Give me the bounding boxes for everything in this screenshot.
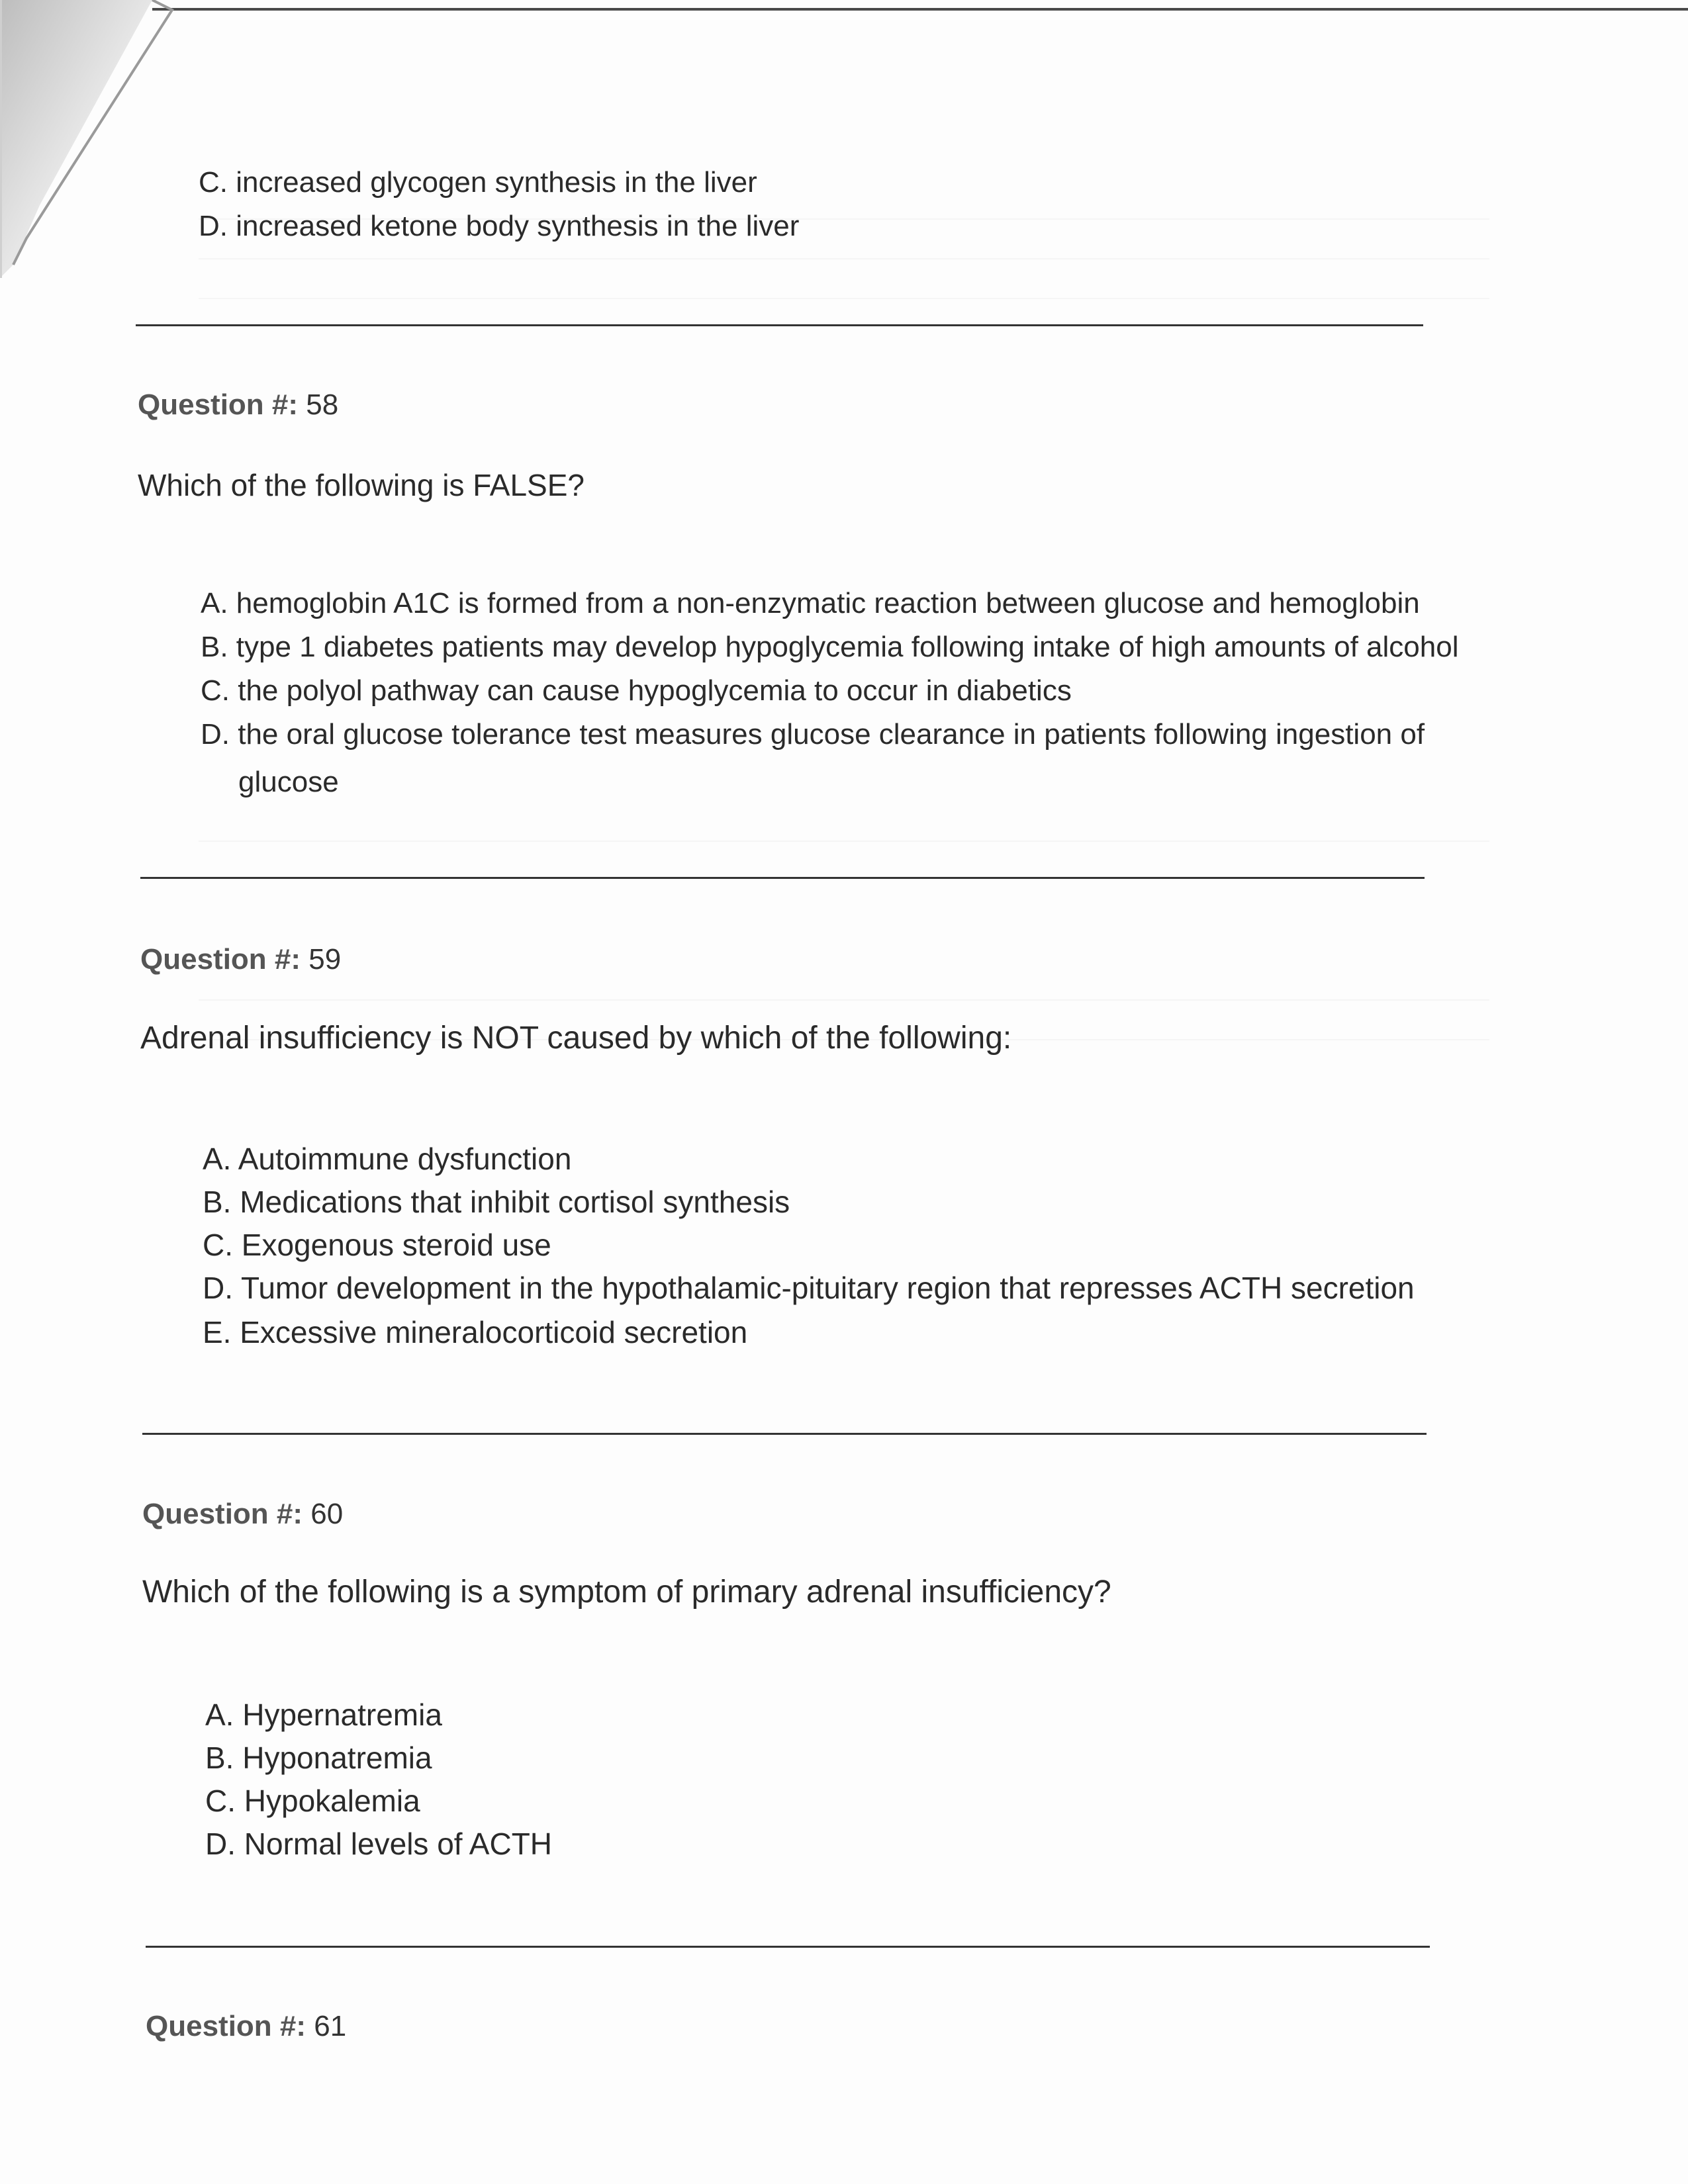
question-60-text: Which of the following is a symptom of primary adrenal insufficiency? [142,1574,1111,1610]
question-label-text: Question #: [142,1498,303,1530]
option-60-b: B. Hyponatremia [205,1741,432,1775]
option-57-c: C. increased glycogen synthesis in the liver [199,166,757,199]
question-59-text: Adrenal insufficiency is NOT caused by which of the following: [140,1021,1012,1056]
option-60-d: D. Normal levels of ACTH [205,1827,553,1861]
scan-top-border [152,8,1688,11]
question-60-label [142,1500,343,1529]
option-59-e: E. Excessive mineralocorticoid secretion [203,1315,748,1349]
bleed-through-line [199,999,1489,1001]
question-divider [140,877,1425,879]
question-59-label [140,945,341,974]
bleed-through-line [199,841,1489,842]
bleed-through-line [199,298,1489,299]
question-divider [146,1946,1430,1948]
option-58-b: B. type 1 diabetes patients may develop hypoglycemia following intake of high amounts of alcohol [201,631,1459,663]
question-58-label [138,390,338,420]
question-label-text: Question #: [138,388,299,421]
question-divider [136,324,1423,326]
option-59-c: C. Exogenous steroid use [203,1228,551,1262]
option-58-c: C. the polyol pathway can cause hypoglycemia to occur in diabetics [201,674,1072,707]
option-57-d: D. increased ketone body synthesis in the liver [199,210,800,242]
question-number: 61 [314,2010,347,2042]
option-60-c: C. Hypokalemia [205,1784,420,1818]
option-59-b: B. Medications that inhibit cortisol synthesis [203,1185,790,1219]
option-58-d-continuation: glucose [238,766,339,798]
question-61-label [146,2012,346,2041]
option-59-d: D. Tumor development in the hypothalamic-pituitary region that represses ACTH secretion [203,1271,1415,1305]
option-59-a: A. Autoimmune dysfunction [203,1142,572,1176]
question-label-text: Question #: [146,2010,306,2042]
question-number: 60 [310,1498,344,1530]
bleed-through-line [199,258,1489,259]
question-label-text: Question #: [140,943,301,976]
option-58-a: A. hemoglobin A1C is formed from a non-enzymatic reaction between glucose and hemoglobin [201,587,1420,619]
page-curl-shadow [0,0,185,291]
question-number: 59 [308,943,342,976]
option-58-d: D. the oral glucose tolerance test measures glucose clearance in patients following ingestion of [201,718,1425,751]
option-60-a: A. Hypernatremia [205,1698,442,1732]
question-number: 58 [306,388,339,421]
question-divider [142,1433,1427,1435]
question-58-text: Which of the following is FALSE? [138,468,585,502]
